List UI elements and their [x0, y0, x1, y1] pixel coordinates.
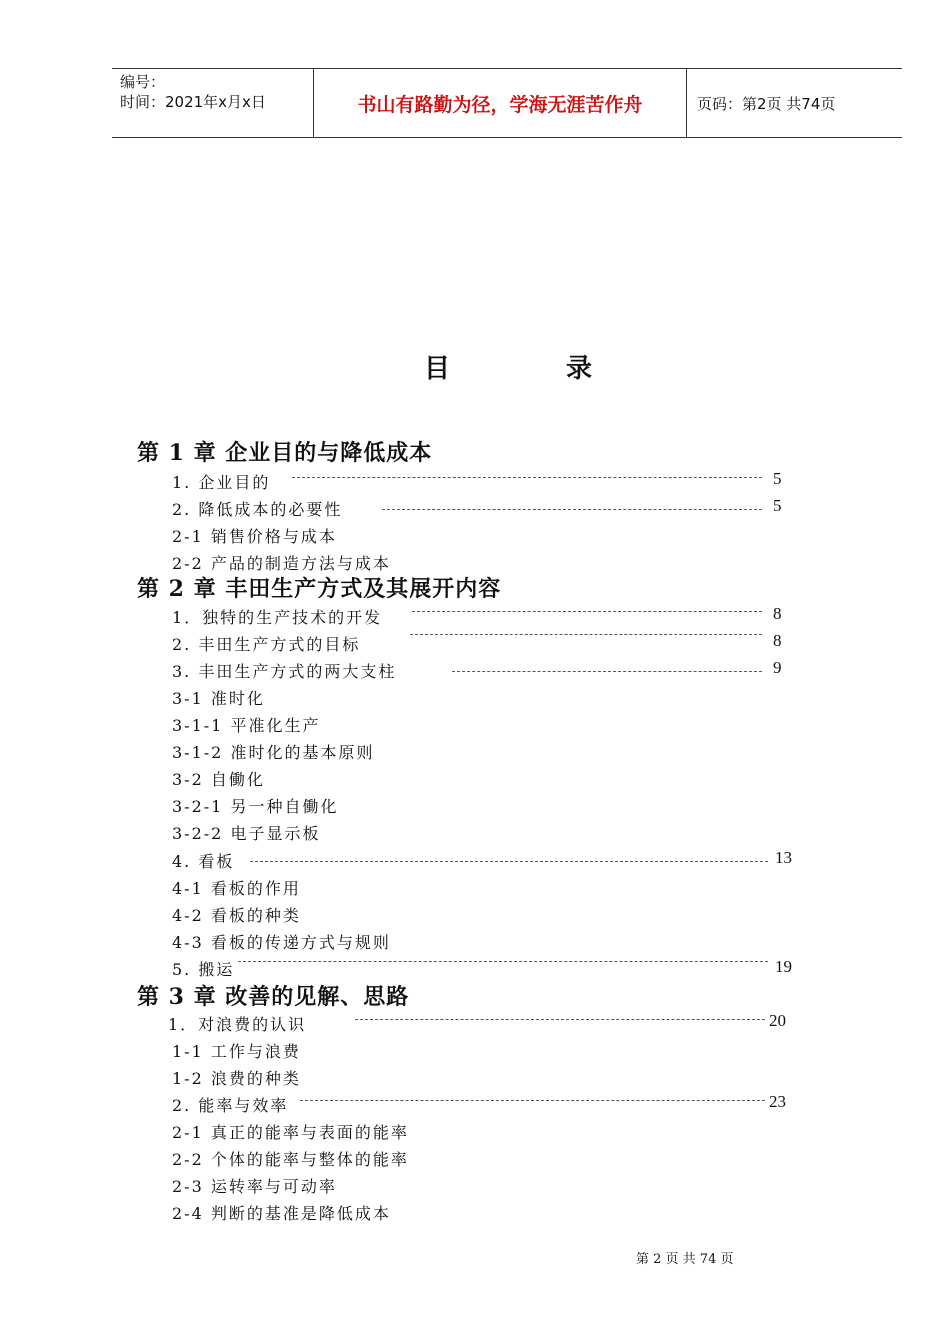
leader-dots	[412, 611, 762, 612]
toc-entry[interactable]: 3-1-1 平准化生产	[172, 716, 321, 735]
header-info-cell	[112, 69, 314, 137]
toc-entry[interactable]: 3-1 准时化	[172, 689, 265, 708]
toc-page-number: 8	[773, 604, 782, 623]
toc-entry[interactable]: 2. 能率与效率	[172, 1096, 289, 1115]
toc-chapter-3[interactable]: 第 3 章 改善的见解、思路	[137, 984, 410, 1010]
header-page-info: 页码：第2页 共74页	[697, 94, 836, 113]
toc-entry[interactable]: 1-1 工作与浪费	[172, 1042, 301, 1061]
toc-entry[interactable]: 4-2 看板的种类	[172, 906, 301, 925]
toc-chapter-2[interactable]: 第 2 章 丰田生产方式及其展开内容	[137, 576, 502, 602]
toc-entry[interactable]: 1. 企业目的	[172, 473, 271, 492]
toc-entry[interactable]: 2-2 产品的制造方法与成本	[172, 554, 391, 573]
serial-label: 编号：	[120, 73, 166, 91]
toc-page-number: 5	[773, 496, 782, 515]
toc-entry[interactable]: 2. 丰田生产方式的目标	[172, 635, 361, 654]
header-motto: 书山有路勤为径，学海无涯苦作舟	[314, 69, 687, 137]
leader-dots	[238, 961, 768, 962]
leader-dots	[292, 477, 762, 478]
toc-entry[interactable]: 2-1 销售价格与成本	[172, 527, 337, 546]
toc-entry[interactable]: 3-1-2 准时化的基本原则	[172, 743, 375, 762]
header-table	[112, 68, 902, 138]
leader-dots	[410, 634, 762, 635]
toc-page-number: 23	[769, 1092, 786, 1111]
toc-chapter-1[interactable]: 第 1 章 企业目的与降低成本	[137, 440, 433, 466]
toc-entry[interactable]: 3-2-1 另一种自働化	[172, 797, 339, 816]
toc-entry[interactable]: 4-1 看板的作用	[172, 879, 301, 898]
leader-dots	[382, 509, 762, 510]
toc-entry[interactable]: 5. 搬运	[172, 960, 235, 979]
toc-entry[interactable]: 2. 降低成本的必要性	[172, 500, 343, 519]
leader-dots	[355, 1019, 765, 1020]
toc-entry[interactable]: 3. 丰田生产方式的两大支柱	[172, 662, 397, 681]
time-label: 时间：2021年x月x日	[120, 93, 266, 111]
toc-entry[interactable]: 2-3 运转率与可动率	[172, 1177, 337, 1196]
leader-dots	[250, 861, 768, 862]
toc-entry[interactable]: 3-2 自働化	[172, 770, 265, 789]
toc-entry[interactable]: 3-2-2 电子显示板	[172, 824, 321, 843]
toc-title-left: 目	[424, 354, 451, 384]
toc-page-number: 5	[773, 469, 782, 488]
toc-page-number: 13	[775, 848, 792, 867]
toc-entry[interactable]: 4. 看板	[172, 852, 235, 871]
toc-page-number: 8	[773, 631, 782, 650]
toc-page-number: 9	[773, 658, 782, 677]
leader-dots	[452, 671, 762, 672]
leader-dots	[300, 1100, 765, 1101]
toc-entry[interactable]: 1-2 浪费的种类	[172, 1069, 301, 1088]
toc-entry[interactable]: 1．独特的生产技术的开发	[172, 608, 383, 627]
toc-entry[interactable]: 2-4 判断的基准是降低成本	[172, 1204, 391, 1223]
toc-entry[interactable]: 2-2 个体的能率与整体的能率	[172, 1150, 409, 1169]
toc-entry[interactable]: 1．对浪费的认识	[168, 1015, 307, 1034]
toc-entry[interactable]: 2-1 真正的能率与表面的能率	[172, 1123, 409, 1142]
page-footer: 第 2 页 共 74 页	[636, 1252, 734, 1267]
toc-page-number: 20	[769, 1011, 786, 1030]
toc-page-number: 19	[775, 957, 792, 976]
toc-entry[interactable]: 4-3 看板的传递方式与规则	[172, 933, 391, 952]
toc-title-right: 录	[566, 354, 593, 384]
